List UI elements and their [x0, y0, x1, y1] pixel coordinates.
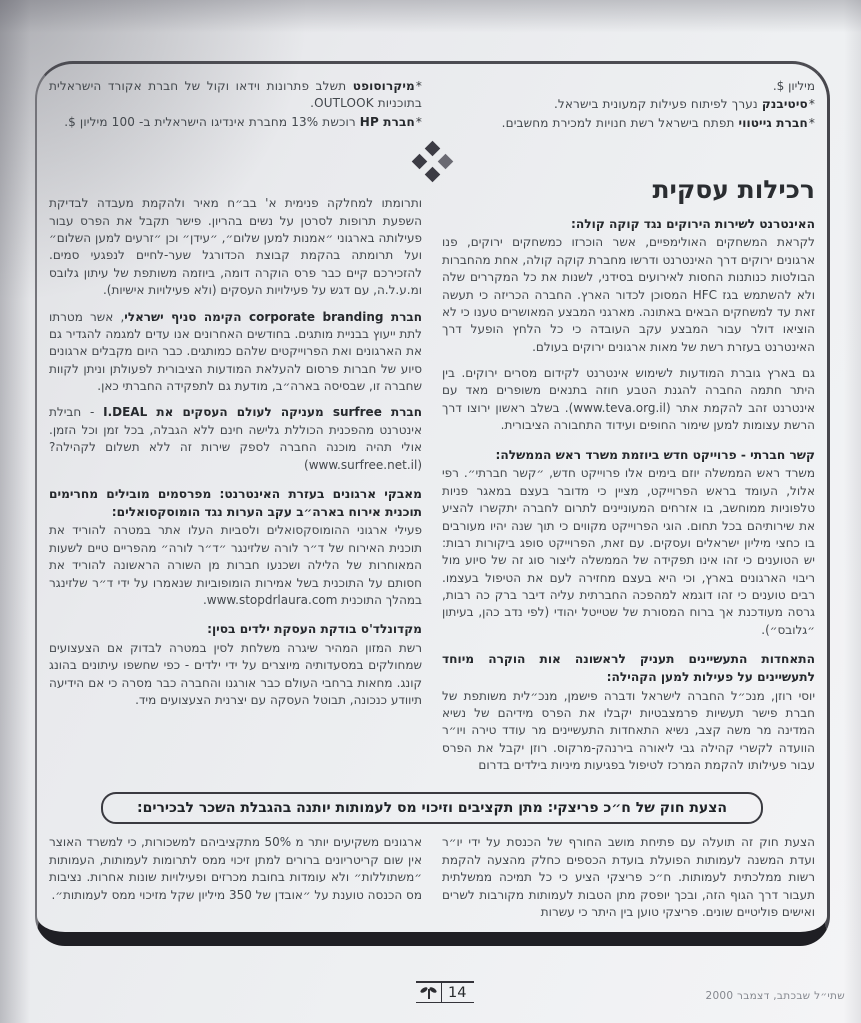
article-heading: מקדונלד'ס בודקת העסקת ילדים בסין:	[207, 622, 422, 637]
article-paragraph: הצעת חוק זה תועלה עם פתיחת מושב החורף של הכנסת על ידי יו״ר ועדת המשנה לעמותות הפועלת בועדת הכספים כחלק מהצעה להקמת רשות ממלכתית לעמותות. ח״כ פריצקי הציע כי כל תמיכה ממשלתית תעבור דרך הגוף הזה, ובכך יופסק מתן הטבות לעמותות מקורבות לשרים ואישים פוליטיים שונים. פריצקי טוען בין היתר כי עשרות	[442, 835, 815, 920]
overflow-line: מיליון $.	[772, 79, 815, 93]
article-paragraph: לקראת המשחקים האולימפיים, אשר הוכרזו כמשחקים ירוקים, פנו ארגונים ירוקים דרך האינטרנט ודרשו מחברת קוקה קולה, אחת מהחברות הבולטות כנותנות החסות לאירועים בסידני, לשנות את כל המקררים שלה ולא להשתמש בגז HFC המסוכן לכדור הארץ. החברה הכריזה כי תעשה זאת עד למשחקים הבאים באתונה. מארגני המבצע המאושרים טענו כי לא הוציאו דולר עבור המבצע עקב העובדה כי כל הלחץ הופעל דרך האינטרנט בעזרת רשת של מאות ארגונים ירוקים בעולם.	[442, 235, 816, 354]
article-heading: התאחדות התעשיינים תעניק לראשונה אות הוקרה מיוחד לתעשיינים על פעילות למען הקהילה:	[442, 652, 815, 684]
bullet-lead: סיטיבנק	[761, 97, 808, 112]
bullet-lead: חברת גייטווי	[738, 115, 808, 130]
law-proposal-banner: הצעת חוק של ח״כ פריצקי: מתן תקציבים וזיכוי מס לעמותות יותנה בהגבלת השכר לבכירים:	[101, 792, 763, 825]
article-paragraph: משרד ראש הממשלה יוזם בימים אלו פרוייקט חדש, ״קשר חברתי״. רפי אלול, העומד בראש הפרוייקט, מציין כי מדובר בעצם במאגר פניות טלפוניות ממוחשב, בו אזרחים המעוניינים לתרום לחברה יתקשרו להציע את שירותיהם בכל תחום. הוגי הפרוייקט מקווים כי תוך שנה יהיו מעורבים בו כחצי מיליון ישראלים ועסקים. עם זאת, הפרוייקט סופג ביקורות רבות: יש הטוענים כי זהו אינו תפקידה של הממשלה ליצור סוג זה של סיוע מול ריבוי הארגונים בארץ, וכי היא בעצם מחזירה לעם את הטיפול בעצמו. רבים טוענים כי זהו דוגמא למהפכה החברתית עליה דיבר ברק כה רבות, גרסה מעודכנת אך ברוח המסורת של שטייטל יהודי (לפי נדב כהן, בעיתון ״גלובס״).	[442, 466, 815, 637]
bullet-marker: *	[808, 115, 815, 130]
bullet-text: רוכשת 13% מחברת אינדיגו הישראלית ב- 100 מיליון $.	[64, 114, 360, 129]
sprout-logo-icon	[416, 983, 442, 1002]
section-title: רכילות עסקית	[652, 175, 815, 205]
bullet-lead: חברת HP	[359, 114, 415, 129]
article-heading: מאבקי ארגונים בעזרת האינטרנט: מפרסמים מובילים מחרימים תוכנית אירוח בארה״ב עקב הערות נגד הומוסקסואלים:	[49, 487, 422, 519]
article-heading: האינטרנט לשירות הירוקים נגד קוקה קולה:	[571, 216, 815, 231]
bullet-marker: *	[415, 79, 422, 93]
article-paragraph: גם בארץ גוברת המודעות לשימוש אינטרנט לקידום מסרים ירוקים. בין היתר חתמה החברה להגנת הטבע חוזה בתנאים משופרים מאד עם אינטרנט זהב להקמת אתר (www.teva.org.il). בשלב ראשון ירוצו דרך הרשת עצומות למען שימור החופים ועידוד התחבורה הציבורית.	[442, 366, 815, 433]
article-paragraph: יוסי רוזן, מנכ״ל החברה לישראל ודברה פישמן, מנכ״לית משותפת של חברת פישר תעשיות פרמצבטיות יקבלו את הפרס מידיהם של נשיא המדינה מר משה קצב, נשיא התאחדות התעשיינים מר עודד טירה ויו״ר הוועדה לקשרי קהילה גבי ליאורה בירנהק-מרקוס. רוזן יקבל את הפרס עבור פעילותו להקמת המרכז לטיפול בפגיעות מיניות בילדים בדרום	[442, 688, 815, 773]
article-paragraph: רשת המזון המהיר שיגרה משלחת לסין במטרה לבדוק אם הצעצועים שמחולקים במסעדותיה מיוצרים על ידי ילדים - כפי שחשפו עיתונים בהונג קונג. מחאות ברחבי העולם כבר אורגנו והחברה כבר מסרה כי אם הידיעה תיוודע כנכונה, תבוטל העסקה עם יצרנית הצעצועים מיד.	[49, 641, 422, 708]
page-number: 14	[448, 984, 467, 1001]
bullet-text: תשלב פתרונות וידאו וקול של חברת אקורד הישראלית בתוכניות OUTLOOK.	[49, 79, 422, 111]
two-column-layout	[49, 78, 815, 784]
news-bullet	[442, 96, 815, 113]
news-bullet	[49, 114, 422, 131]
bullet-text: תפתח בישראל רשת חנויות למכירת מחשבים.	[501, 115, 739, 130]
bullet-text: נערך לפיתוח פעילות קמעונית בישראל.	[553, 97, 762, 112]
news-bullet	[49, 78, 422, 113]
bottom-two-column-layout	[49, 834, 815, 921]
bullet-marker: *	[415, 114, 422, 129]
left-column	[49, 78, 422, 784]
article-paragraph: פעילי ארגוני ההומוסקסואלים ולסביות העלו אתר במטרה להוריד את תוכנית האירוח של ד״ר לורה שלזינגר ״ד״ר לורה״ מהפריים טיים לשעות המאוחרות של הלילה ושכנעו חברות מן השורה הראשונה להוריד את חסותם על התוכנית בשל אמירות הומופוביות שנאמרו על ידי ד״ר שלזינגר במהלך התוכנית www.stopdrlaura.com.	[49, 523, 422, 607]
paragraph-text: , אשר מטרתו לתת ייעוץ בבניית מותגים. בחודשים האחרונים אנו עדים למגמה להגדיר גם את הארגונים ואת הפרוייקטים שלהם כמותגים. כבר היום מקבלים ארגונים סיוע של חברות פרסום להעלאת המודעות הציבורית לפעולתן וניתן לקוות שחברה זו, שבסיסה בארה״ב, מודעת גם לתפקידה החברתי כאן.	[49, 309, 422, 394]
bullet-lead: מיקרוסופט	[352, 79, 415, 93]
article-paragraph	[49, 404, 422, 474]
four-diamonds-ornament-icon	[412, 142, 452, 182]
content-frame	[35, 61, 830, 946]
bullet-marker: *	[808, 97, 815, 112]
article-paragraph	[49, 309, 422, 396]
article-heading: קשר חברתי - פרוייקט חדש ביוזמת משרד ראש הממשלה:	[495, 447, 815, 462]
paragraph-lead: חברת surfree מעניקה לעולם העסקים את I.DEAL	[103, 405, 422, 420]
article-paragraph: ארגונים משקיעים יותר מ 50% מתקציביהם למשכורות, כי למשרד האוצר אין שום קריטריונים ברורים למתן זיכוי ממס לתרומות לעמותות, העמותות ״משתוללות״ ולא עומדות בחובת מכרזים ופעילויות שונות אחרות. נציבות מס הכנסה טוענת על ״אובדן של 350 מיליון שקל מזיכוי ממס לעמותות״.	[49, 835, 423, 902]
paragraph-lead: חברת corporate branding הקימה סניף ישראלי	[124, 309, 422, 324]
paragraph-text: - חבילת אינטרנט מהפכנית הכוללת גלישה חינם ללא הגבלה, בכל זמן וכל הזמן. אולי תהיה מוכנה החברה לספק שירות זה ללא תשלום לקהילה? (www.surfree.net.il)	[49, 405, 422, 472]
news-bullet	[442, 115, 815, 132]
edition-caption: שתי״ל שבכתב, דצמבר 2000	[705, 990, 845, 1002]
right-column	[442, 78, 815, 784]
article-paragraph: ותרומתו למחלקה פנימית א' בב״ח מאיר ולהקמת מעבדה לבדיקת השפעת תרופות לסרטן על נשים בהריון. פישר תקבל את הפרס עבור פעילותה בארגוני ״אמנות למען שלום״, ״עידן״ וכן ״זרעים למען השלום״ ועל תרומתה בהקמת קבוצת הכדורגל שער-לחיים לנפגעי סמים. להזכירכם קיים כבר פרס הוקרה דומה, ביוזמה משותפת של עיתון גלובס ומ.ע.ל.ה, עם דגש על פעילויות העסקים (ולא פעילויות אישיות).	[49, 196, 422, 298]
page-number-box	[416, 981, 474, 1003]
